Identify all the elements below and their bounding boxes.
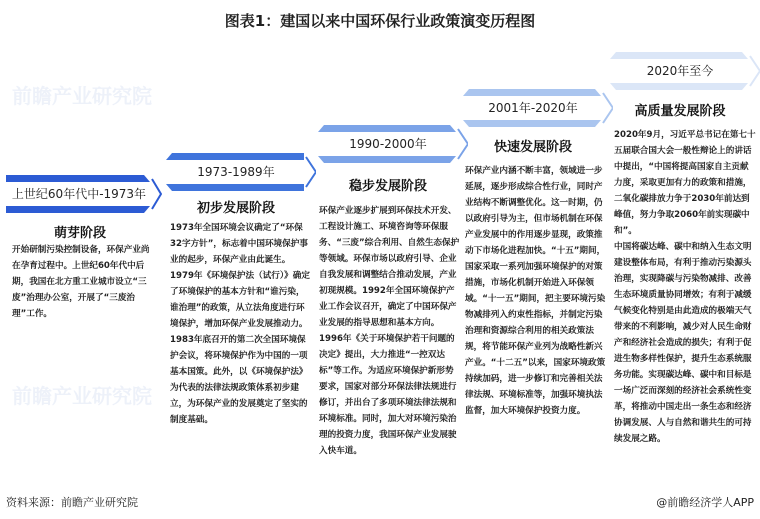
- stage-description: 1973年全国环境会议确定了“环保32字方针”，标志着中国环境保护事业的起步，环保产业由此诞生。1979年《环境保护法（试行）》确定了环境保护的基本方针和“谁污染，谁治理”的政策，从立法角度进行环境保护，增加环保产业发展推动力。1983年底召开的第二次全国环境保护会议，将环境保护作为中国的一项基本国策。此外，以《环境保护法》为代表的法律法规政策体系初步建立，为环保产业的发展奠定了坚实的制度基础。: [170, 223, 310, 425]
- stage-title: 初步发展阶段: [196, 201, 275, 216]
- page-title: 图表1：建国以来中国环保行业政策演变历程图: [224, 12, 536, 30]
- stage-description: 环保产业内涵不断丰富，领域进一步延展，逐步形成综合性行业，同时产业结构不断调整优化。这一时期，仍以政府引导为主，但市场机制在环保产业发展中的作用逐步显现，政策推动下市场化进程加快。“十五”期间，国家采取一系列加强环境保护的对策措施，市场化机制开始进入环保领域。“十一五”期间，把主要环境污染物减排列入约束性指标，并制定污染治理和资源综合利用的相关政策法规，将节能环保产业列为战略性新兴产业。“十二五”以来，国家环境政策持续加码，进一步修订和完善相关法律法规、环境标准等，加强环境执法监督，加大环境保护投资力度。: [465, 166, 606, 416]
- period-label: 2020年至今: [646, 64, 714, 78]
- period-label: 上世纪60年代中-1973年: [11, 187, 147, 201]
- stage-title: 高质量发展阶段: [634, 104, 726, 119]
- source-note: 资料来源：前瞻产业研究院: [6, 496, 138, 509]
- stage-title: 稳步发展阶段: [348, 179, 427, 194]
- watermark: 前瞻产业研究院: [12, 84, 152, 108]
- period-label: 1990-2000年: [349, 137, 427, 151]
- period-banner: [166, 153, 316, 191]
- stage-title: 快速发展阶段: [493, 140, 572, 155]
- period-banner: [610, 52, 760, 90]
- stage-description: 2020年9月，习近平总书记在第七十五届联合国大会一般性辩论上的讲话中提出，“中国将提高国家自主贡献力度，采取更加有力的政策和措施，二氧化碳排放力争于2030年前达到峰值，努力争取2060年前实现碳中和”。 中国将碳达峰、碳中和纳入生态文明建设整体布局，有利于推动污染源头治理，实现降碳与污染物减排、改善生态环境质量协同增效；有利于减缓气候变化特别是由此造成的极端天气带来的不利影响，减少对人民生命财产和经济社会造成的损失；有利于促进生物多样性保护，提升生态系统服务功能。实现碳达峰、碳中和目标是一场广泛而深刻的经济社会系统性变革，将推动中国走出一条生态和经济协调发展、人与自然和谐共生的可持续发展之路。: [614, 130, 756, 444]
- stage-title: 萌芽阶段: [53, 226, 106, 241]
- watermark: 前瞻产业研究院: [12, 384, 152, 408]
- stage-description: 开始研制污染控制设备，环保产业尚在孕育过程中。上世纪60年代中后期，我国在北方重工业城市设立“三废”治理办公室，开展了“三废治理”工作。: [12, 245, 150, 319]
- period-banner: [6, 175, 162, 213]
- stage-description: 环保产业逐步扩展到环保技术开发、工程设计施工、环境咨询等环保服务、“三废”综合利用、自然生态保护等领域。环保市场以政府引导、企业自我发展和调整结合推动发展，产业初现规模。1992年全国环境保护产业工作会议召开，确定了中国环保产业发展的指导思想和基本方向。1996年《关于环境保护若干问题的决定》提出，大力推进“一控双达标”等工作。为适应环境保护新形势要求，国家对部分环保法律法规进行修订，并出台了多项环境法律法规和环境标准。同时，加大对环境污染治理的投资力度，我国环保产业发展驶入快车道。: [319, 206, 460, 456]
- period-label: 2001年-2020年: [488, 101, 578, 115]
- period-banner: [463, 89, 613, 127]
- period-banner: [318, 125, 468, 163]
- period-label: 1973-1989年: [197, 165, 275, 179]
- credit-label: @前瞻经济学人APP: [656, 496, 754, 509]
